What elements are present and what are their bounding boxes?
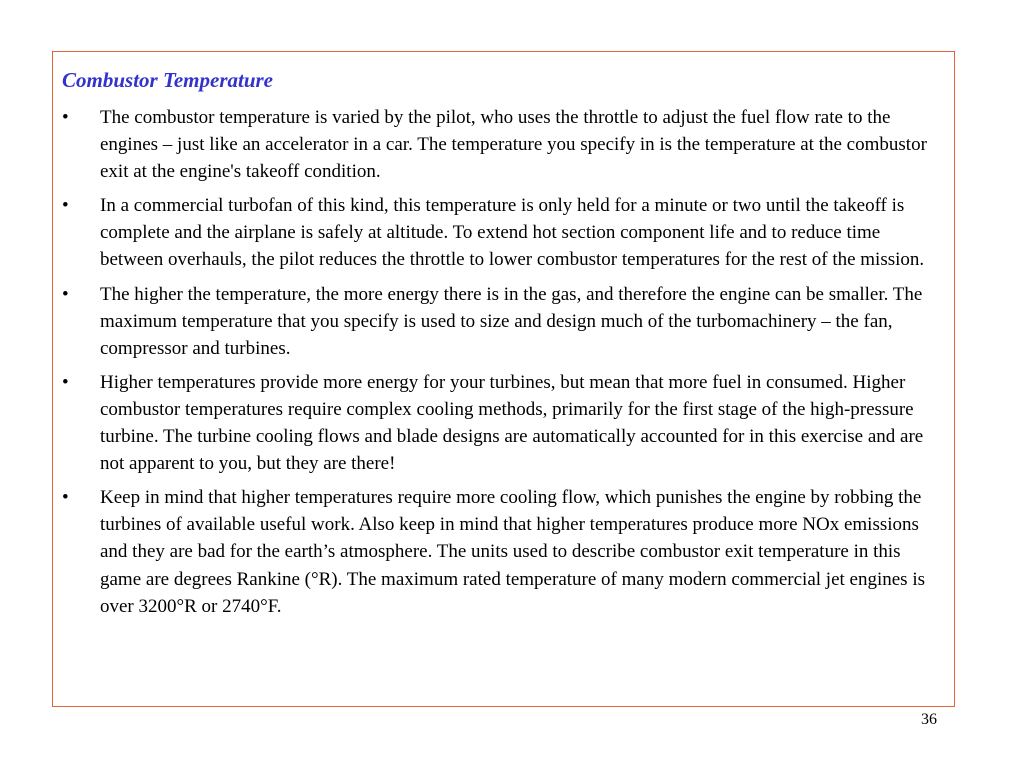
bullet-item bbox=[62, 369, 934, 477]
bullet-text: In a commercial turbofan of this kind, this temperature is only held for a minute or two until the takeoff is complete and the airplane is safely at altitude. To extend hot section component life and to reduce time between overhauls, the pilot reduces the throttle to lower combustor temperatures for the rest of the mission. bbox=[100, 195, 925, 271]
bullet-text: Higher temperatures provide more energy for your turbines, but mean that more fuel in consumed. Higher combustor temperatures require complex cooling methods, primarily for the first stage of the high-pressure turbine. The turbine cooling flows and blade designs are automatically accounted for in this exercise and are not apparent to you, but they are there! bbox=[100, 371, 924, 475]
bullet-marker: • bbox=[62, 195, 69, 217]
bullet-marker: • bbox=[62, 371, 69, 393]
bullet-marker: • bbox=[62, 487, 69, 509]
bullet-list bbox=[62, 104, 934, 627]
bullet-item bbox=[62, 484, 934, 619]
bullet-item bbox=[62, 192, 934, 273]
bullet-text: The higher the temperature, the more energy there is in the gas, and therefore the engine can be smaller. The maximum temperature that you specify is used to size and design much of the turbomachinery – the fan, compressor and turbines. bbox=[100, 283, 923, 359]
bullet-item bbox=[62, 281, 934, 362]
bullet-text: Keep in mind that higher temperatures require more cooling flow, which punishes the engine by robbing the turbines of available useful work. Also keep in mind that higher temperatures produce more NOx emissions and they are bad for the earth’s atmosphere. The units used to describe combustor exit temperature in this game are degrees Rankine (°R). The maximum rated temperature of many modern commercial jet engines is over 3200°R or 2740°F. bbox=[100, 487, 925, 617]
page-number: 36 bbox=[921, 711, 937, 728]
slide-title: Combustor Temperature bbox=[62, 68, 274, 92]
bullet-item bbox=[62, 104, 934, 185]
bullet-text: The combustor temperature is varied by the pilot, who uses the throttle to adjust the fuel flow rate to the engines – just like an accelerator in a car. The temperature you specify in is the temperature at the combustor exit at the engine's takeoff condition. bbox=[100, 107, 927, 183]
bullet-marker: • bbox=[62, 283, 69, 305]
bullet-marker: • bbox=[62, 107, 69, 128]
